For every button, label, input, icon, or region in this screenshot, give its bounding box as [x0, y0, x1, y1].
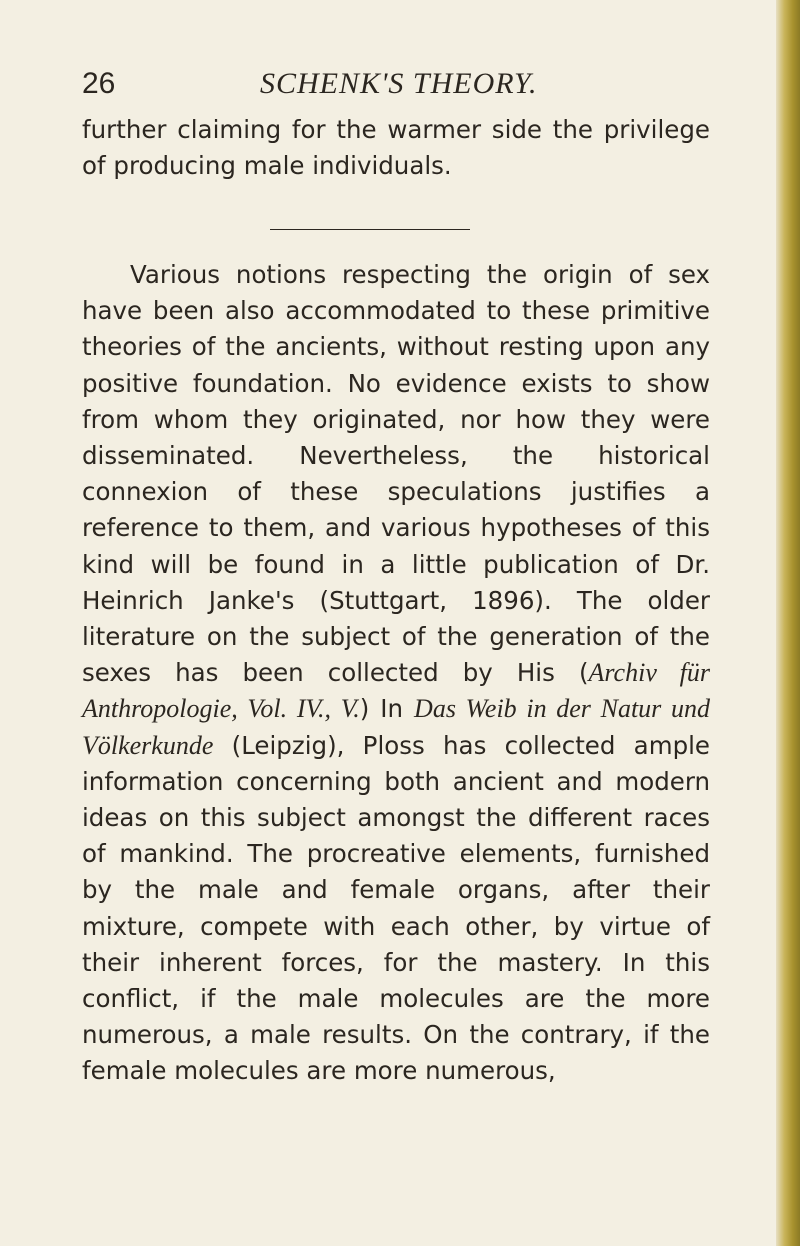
paragraph-text: ) In	[359, 694, 415, 724]
paragraph-continuation: further claiming for the warmer side the privilege of producing male individuals.	[82, 115, 710, 181]
citation-das-weib: Das Weib in der Natur und Völkerkunde	[82, 694, 710, 760]
citation-archiv: Archiv für Anthropologie, Vol. IV., V.	[82, 658, 710, 724]
running-title: SCHENK'S THEORY.	[260, 67, 538, 100]
paragraph-text: Various notions respecting the origin of sex have been also accommodated to these primitive theories of the ancients, without resting upon any positive foundation. No evidence exists to show from whom they originated, nor how they were disseminated. Nevertheless, the historical connexion of these speculations justifies a reference to them, and various hypotheses of this kind will be found in a little publication of Dr. Heinrich Janke's (Stuttgart, 1896). The older literature on the subject of the generation of the sexes has been collected by His (	[82, 260, 710, 688]
paragraph-main	[82, 257, 710, 1090]
section-divider	[270, 229, 470, 230]
page-edge	[776, 0, 800, 1246]
paragraph-text: (Leipzig), Ploss has collected ample information concerning both ancient and modern ideas on this subject amongst the different races of mankind. The procreative elements, furnished by the male and female organs, after their mixture, compete with each other, by virtue of their inherent forces, for the mastery. In this conflict, if the male molecules are the more numerous, a male results. On the contrary, if the female molecules are more numerous,	[82, 730, 710, 1086]
page-header	[82, 64, 722, 104]
page-number: 26	[82, 67, 116, 100]
